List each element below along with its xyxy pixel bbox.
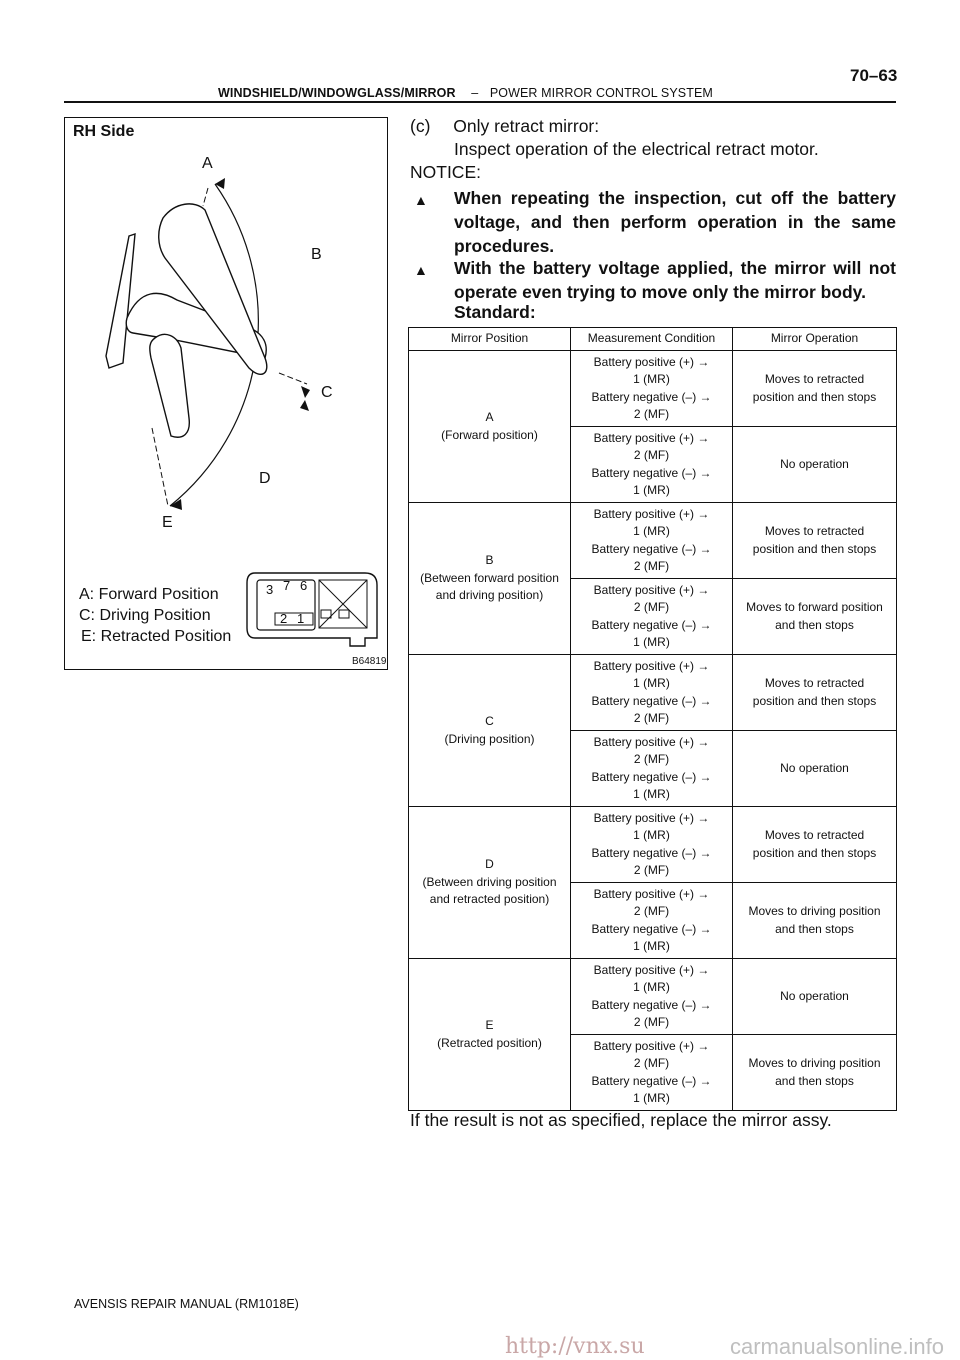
- cell-mirror-position: [409, 655, 571, 807]
- condition-line: 2 (MF): [633, 600, 670, 614]
- cell-mirror-operation: Moves to driving position and then stops: [733, 883, 897, 959]
- figure-title: RH Side: [73, 123, 135, 140]
- condition-line: 2 (MF): [633, 904, 670, 918]
- table-row: [409, 351, 897, 427]
- step-heading: Only retract mirror:: [453, 116, 600, 136]
- cell-measurement-condition: [571, 959, 733, 1035]
- cell-mirror-operation: No operation: [733, 959, 897, 1035]
- table-row: [409, 959, 897, 1035]
- pin-7: 7: [283, 578, 291, 593]
- col-header-position: Mirror Position: [409, 328, 571, 351]
- notice-text-1: When repeating the inspection, cut off the battery voltage, and then perform operation in the same procedures.: [454, 188, 896, 256]
- cell-mirror-operation: Moves to retracted position and then stops: [733, 655, 897, 731]
- condition-line: Battery positive (+) →: [593, 354, 710, 369]
- position-line: A: [485, 410, 494, 424]
- position-line: D: [485, 857, 494, 872]
- label-b: B: [311, 246, 322, 263]
- condition-line: Battery negative (–) →: [591, 845, 712, 860]
- condition-line: Battery positive (+) →: [593, 1038, 710, 1053]
- condition-line: Battery positive (+) →: [593, 506, 710, 521]
- position-a-line: [203, 188, 208, 206]
- condition-line: 1 (MR): [633, 787, 670, 801]
- cell-mirror-position: [409, 807, 571, 959]
- standard-table: [408, 327, 897, 1111]
- watermark-right: carmanualsonline.info: [730, 1334, 945, 1359]
- step-detail: Inspect operation of the electrical retract motor.: [454, 139, 819, 159]
- condition-line: 2 (MF): [633, 448, 670, 462]
- legend-retracted: E: Retracted Position: [81, 628, 232, 645]
- cell-mirror-operation: Moves to retracted position and then stops: [733, 807, 897, 883]
- manual-footer: AVENSIS REPAIR MANUAL (RM1018E): [74, 1297, 299, 1311]
- step-title: [410, 116, 599, 137]
- page-number: 70–63: [850, 66, 898, 85]
- condition-line: 2 (MF): [633, 559, 670, 573]
- condition-line: Battery negative (–) →: [591, 1073, 712, 1088]
- condition-line: 1 (MR): [633, 828, 670, 842]
- condition-line: Battery negative (–) →: [591, 617, 712, 632]
- cell-mirror-operation: Moves to retracted position and then stops: [733, 351, 897, 427]
- table-row: [409, 807, 897, 883]
- position-line: (Between forward position and driving position): [420, 570, 559, 603]
- cell-measurement-condition: [571, 427, 733, 503]
- condition-line: 2 (MF): [633, 863, 670, 877]
- legend-driving: C: Driving Position: [79, 607, 211, 624]
- cell-measurement-condition: [571, 503, 733, 579]
- cell-measurement-condition: [571, 1035, 733, 1111]
- cell-mirror-operation: Moves to driving position and then stops: [733, 1035, 897, 1111]
- condition-line: 1 (MR): [633, 939, 670, 953]
- table-row: [409, 655, 897, 731]
- legend-forward: A: Forward Position: [79, 586, 219, 603]
- warning-triangle-icon: ▲: [414, 192, 428, 208]
- cell-measurement-condition: [571, 579, 733, 655]
- position-c-line: [279, 373, 307, 384]
- standard-label: Standard:: [454, 302, 536, 322]
- condition-line: Battery negative (–) →: [591, 921, 712, 936]
- position-line: (Driving position): [444, 731, 535, 746]
- condition-line: 1 (MR): [633, 483, 670, 497]
- condition-line: 2 (MF): [633, 1056, 670, 1070]
- cell-mirror-operation: No operation: [733, 427, 897, 503]
- condition-line: 1 (MR): [633, 1091, 670, 1105]
- label-a: A: [202, 155, 213, 172]
- col-header-condition: Measurement Condition: [571, 328, 733, 351]
- cell-mirror-position: [409, 351, 571, 503]
- header-rule: [64, 101, 896, 103]
- condition-line: Battery positive (+) →: [593, 886, 710, 901]
- condition-line: 2 (MF): [633, 711, 670, 725]
- figure-code: B64819: [352, 656, 387, 667]
- mirror-head-retracted: [150, 334, 190, 437]
- arc-arrow-c-upper: [301, 386, 310, 398]
- section-title: WINDSHIELD/WINDOWGLASS/MIRROR: [218, 86, 456, 100]
- cell-measurement-condition: [571, 883, 733, 959]
- table-row: [409, 503, 897, 579]
- position-line: E: [485, 1018, 494, 1032]
- cell-measurement-condition: [571, 807, 733, 883]
- notice-label: NOTICE:: [410, 162, 481, 182]
- pin-3: 3: [266, 582, 274, 597]
- position-line: (Forward position): [441, 427, 538, 442]
- condition-line: Battery negative (–) →: [591, 769, 712, 784]
- position-line: (Between driving position and retracted position): [422, 874, 557, 907]
- table-body: [409, 351, 897, 1111]
- condition-line: 1 (MR): [633, 372, 670, 386]
- warning-triangle-icon: ▲: [414, 262, 428, 278]
- condition-line: Battery negative (–) →: [591, 389, 712, 404]
- condition-line: 1 (MR): [633, 980, 670, 994]
- table-header-row: [409, 328, 897, 351]
- condition-line: Battery positive (+) →: [593, 962, 710, 977]
- condition-line: 1 (MR): [633, 635, 670, 649]
- position-line: C: [485, 714, 494, 728]
- condition-line: 1 (MR): [633, 676, 670, 690]
- watermark-left: http://vnx.su: [505, 1334, 645, 1359]
- col-header-operation: Mirror Operation: [733, 328, 897, 351]
- condition-line: Battery positive (+) →: [593, 810, 710, 825]
- condition-line: 2 (MF): [633, 1015, 670, 1029]
- section-subtitle: POWER MIRROR CONTROL SYSTEM: [489, 86, 713, 100]
- position-e-line: [152, 428, 168, 506]
- mirror-position-figure: [64, 117, 388, 670]
- condition-line: Battery negative (–) →: [591, 693, 712, 708]
- cell-mirror-position: [409, 503, 571, 655]
- position-line: B: [485, 553, 494, 568]
- condition-line: Battery negative (–) →: [591, 465, 712, 480]
- cell-mirror-position: [409, 959, 571, 1111]
- condition-line: Battery positive (+) →: [593, 582, 710, 597]
- condition-line: 2 (MF): [633, 407, 670, 421]
- condition-line: Battery positive (+) →: [593, 734, 710, 749]
- condition-line: Battery positive (+) →: [593, 430, 710, 445]
- step-label: (c): [410, 116, 431, 136]
- cell-measurement-condition: [571, 731, 733, 807]
- label-d: D: [259, 470, 271, 487]
- notice-text-2: With the battery voltage applied, the mirror will not operate even trying to move only the mirror body.: [454, 258, 896, 302]
- label-e: E: [162, 514, 173, 531]
- arc-arrow-c-lower: [300, 400, 309, 411]
- cell-measurement-condition: [571, 351, 733, 427]
- pin-2: 2: [280, 611, 288, 626]
- condition-line: Battery negative (–) →: [591, 541, 712, 556]
- pin-1: 1: [297, 611, 305, 626]
- position-line: (Retracted position): [437, 1035, 542, 1050]
- condition-line: 2 (MF): [633, 752, 670, 766]
- cell-mirror-operation: Moves to retracted position and then stops: [733, 503, 897, 579]
- cell-mirror-operation: Moves to forward position and then stops: [733, 579, 897, 655]
- arc-arrow-top: [215, 178, 225, 189]
- section-header: [218, 86, 713, 100]
- header-separator: –: [471, 86, 479, 100]
- mirror-base-plate: [106, 234, 135, 368]
- condition-line: Battery negative (–) →: [591, 997, 712, 1012]
- condition-line: Battery positive (+) →: [593, 658, 710, 673]
- cell-mirror-operation: No operation: [733, 731, 897, 807]
- pin-6: 6: [300, 578, 308, 593]
- cell-measurement-condition: [571, 655, 733, 731]
- result-note: If the result is not as specified, replace the mirror assy.: [410, 1110, 832, 1130]
- condition-line: 1 (MR): [633, 524, 670, 538]
- label-c: C: [321, 384, 333, 401]
